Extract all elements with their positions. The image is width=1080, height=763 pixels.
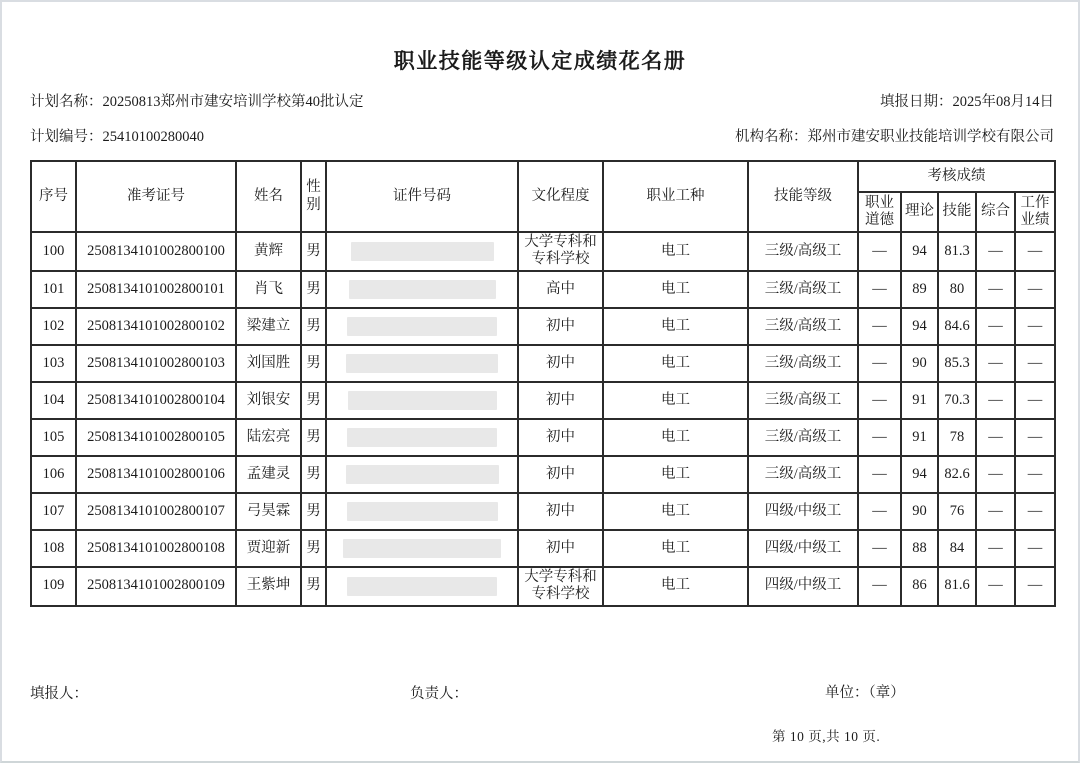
cell-ticket-no: 2508134101002800106 bbox=[76, 456, 236, 493]
table-row bbox=[31, 456, 1055, 493]
cell-name: 孟建灵 bbox=[236, 456, 301, 493]
table-row bbox=[31, 493, 1055, 530]
cell-gender: 男 bbox=[301, 456, 326, 493]
manager-label: 负责人： bbox=[410, 686, 468, 702]
plan-name bbox=[30, 90, 364, 111]
cell-gender: 男 bbox=[301, 419, 326, 456]
redacted-id-number bbox=[347, 502, 498, 521]
cell-comprehensive: — bbox=[976, 456, 1015, 493]
report-date-value: 2025年08月14日 bbox=[952, 94, 1054, 110]
page-number-info: 第 10 页,共 10 页. bbox=[772, 729, 881, 744]
header-id-number: 证件号码 bbox=[326, 161, 518, 232]
cell-skill-level: 三级/高级工 bbox=[748, 345, 858, 382]
org-name-value: 郑州市建安职业技能培训学校有限公司 bbox=[807, 129, 1054, 145]
cell-theory: 91 bbox=[901, 419, 938, 456]
cell-work-performance: — bbox=[1015, 232, 1055, 271]
cell-gender: 男 bbox=[301, 530, 326, 567]
cell-comprehensive: — bbox=[976, 345, 1015, 382]
cell-skill: 70.3 bbox=[938, 382, 976, 419]
cell-comprehensive: — bbox=[976, 232, 1015, 271]
cell-gender: 男 bbox=[301, 382, 326, 419]
cell-ticket-no: 2508134101002800101 bbox=[76, 271, 236, 308]
cell-skill-level: 三级/高级工 bbox=[748, 456, 858, 493]
cell-occupation: 电工 bbox=[603, 567, 748, 606]
cell-theory: 94 bbox=[901, 232, 938, 271]
cell-name: 刘国胜 bbox=[236, 345, 301, 382]
org-name-label: 机构名称： bbox=[735, 129, 808, 145]
header-ticket-no: 准考证号 bbox=[76, 161, 236, 232]
cell-theory: 90 bbox=[901, 345, 938, 382]
cell-ticket-no: 2508134101002800108 bbox=[76, 530, 236, 567]
header-education: 文化程度 bbox=[518, 161, 603, 232]
cell-comprehensive: — bbox=[976, 382, 1015, 419]
cell-occupation: 电工 bbox=[603, 232, 748, 271]
cell-work-performance: — bbox=[1015, 345, 1055, 382]
cell-occupation: 电工 bbox=[603, 271, 748, 308]
table-row bbox=[31, 345, 1055, 382]
cell-skill: 80 bbox=[938, 271, 976, 308]
plan-code-label: 计划编号： bbox=[30, 129, 103, 145]
cell-occupation: 电工 bbox=[603, 493, 748, 530]
cell-id-number bbox=[326, 493, 518, 530]
cell-morality: — bbox=[858, 456, 901, 493]
cell-skill-level: 四级/中级工 bbox=[748, 493, 858, 530]
header-occupation: 职业工种 bbox=[603, 161, 748, 232]
cell-seq: 101 bbox=[31, 271, 76, 308]
cell-skill-level: 三级/高级工 bbox=[748, 271, 858, 308]
cell-skill-level: 三级/高级工 bbox=[748, 308, 858, 345]
meta-row-bottom bbox=[30, 125, 1054, 146]
cell-work-performance: — bbox=[1015, 419, 1055, 456]
cell-work-performance: — bbox=[1015, 382, 1055, 419]
cell-occupation: 电工 bbox=[603, 382, 748, 419]
cell-name: 弓昊霖 bbox=[236, 493, 301, 530]
cell-work-performance: — bbox=[1015, 567, 1055, 606]
cell-gender: 男 bbox=[301, 232, 326, 271]
plan-code bbox=[30, 125, 204, 146]
cell-name: 陆宏亮 bbox=[236, 419, 301, 456]
cell-ticket-no: 2508134101002800104 bbox=[76, 382, 236, 419]
header-score-group: 考核成绩 bbox=[858, 161, 1055, 192]
cell-education: 初中 bbox=[518, 456, 603, 493]
cell-id-number bbox=[326, 308, 518, 345]
cell-theory: 91 bbox=[901, 382, 938, 419]
table-row bbox=[31, 308, 1055, 345]
redacted-id-number bbox=[349, 280, 496, 299]
cell-education: 初中 bbox=[518, 382, 603, 419]
cell-comprehensive: — bbox=[976, 419, 1015, 456]
cell-skill-level: 四级/中级工 bbox=[748, 567, 858, 606]
cell-education: 初中 bbox=[518, 493, 603, 530]
table-row bbox=[31, 232, 1055, 271]
cell-ticket-no: 2508134101002800100 bbox=[76, 232, 236, 271]
cell-comprehensive: — bbox=[976, 567, 1015, 606]
cell-theory: 86 bbox=[901, 567, 938, 606]
cell-id-number bbox=[326, 419, 518, 456]
cell-seq: 105 bbox=[31, 419, 76, 456]
table-row bbox=[31, 271, 1055, 308]
cell-seq: 102 bbox=[31, 308, 76, 345]
cell-gender: 男 bbox=[301, 567, 326, 606]
cell-education: 高中 bbox=[518, 271, 603, 308]
header-comprehensive: 综合 bbox=[976, 192, 1015, 232]
cell-id-number bbox=[326, 271, 518, 308]
header-morality: 职业道德 bbox=[858, 192, 901, 232]
cell-comprehensive: — bbox=[976, 308, 1015, 345]
cell-theory: 89 bbox=[901, 271, 938, 308]
cell-skill: 82.6 bbox=[938, 456, 976, 493]
cell-gender: 男 bbox=[301, 308, 326, 345]
table-row bbox=[31, 382, 1055, 419]
cell-morality: — bbox=[858, 308, 901, 345]
cell-seq: 108 bbox=[31, 530, 76, 567]
plan-name-value: 20250813郑州市建安培训学校第40批认定 bbox=[102, 94, 364, 110]
cell-id-number bbox=[326, 232, 518, 271]
cell-comprehensive: — bbox=[976, 271, 1015, 308]
cell-education: 大学专科和专科学校 bbox=[518, 567, 603, 606]
cell-id-number bbox=[326, 345, 518, 382]
cell-name: 王紫坤 bbox=[236, 567, 301, 606]
cell-occupation: 电工 bbox=[603, 308, 748, 345]
header-work-performance: 工作业绩 bbox=[1015, 192, 1055, 232]
cell-skill-level: 三级/高级工 bbox=[748, 382, 858, 419]
page-title: 职业技能等级认定成绩花名册 bbox=[393, 50, 687, 73]
redacted-id-number bbox=[347, 577, 497, 596]
unit-seal-label: 单位：（章） bbox=[825, 685, 905, 701]
cell-morality: — bbox=[858, 493, 901, 530]
cell-comprehensive: — bbox=[976, 493, 1015, 530]
cell-seq: 104 bbox=[31, 382, 76, 419]
org-name bbox=[735, 125, 1054, 146]
cell-work-performance: — bbox=[1015, 271, 1055, 308]
cell-skill: 81.6 bbox=[938, 567, 976, 606]
cell-seq: 106 bbox=[31, 456, 76, 493]
cell-skill-level: 三级/高级工 bbox=[748, 419, 858, 456]
report-date bbox=[880, 90, 1054, 111]
cell-ticket-no: 2508134101002800103 bbox=[76, 345, 236, 382]
cell-seq: 100 bbox=[31, 232, 76, 271]
cell-name: 梁建立 bbox=[236, 308, 301, 345]
cell-education: 初中 bbox=[518, 345, 603, 382]
redacted-id-number bbox=[347, 428, 497, 447]
cell-seq: 107 bbox=[31, 493, 76, 530]
header-theory: 理论 bbox=[901, 192, 938, 232]
cell-gender: 男 bbox=[301, 345, 326, 382]
cell-morality: — bbox=[858, 382, 901, 419]
cell-skill-level: 四级/中级工 bbox=[748, 530, 858, 567]
cell-occupation: 电工 bbox=[603, 419, 748, 456]
cell-skill: 78 bbox=[938, 419, 976, 456]
cell-id-number bbox=[326, 530, 518, 567]
cell-skill-level: 三级/高级工 bbox=[748, 232, 858, 271]
cell-skill: 76 bbox=[938, 493, 976, 530]
cell-name: 肖飞 bbox=[236, 271, 301, 308]
header-skill: 技能 bbox=[938, 192, 976, 232]
plan-code-value: 25410100280040 bbox=[102, 129, 204, 145]
redacted-id-number bbox=[347, 317, 497, 336]
plan-name-label: 计划名称： bbox=[30, 94, 103, 110]
header-name: 姓名 bbox=[236, 161, 301, 232]
cell-name: 黄辉 bbox=[236, 232, 301, 271]
redacted-id-number bbox=[346, 465, 499, 484]
cell-ticket-no: 2508134101002800109 bbox=[76, 567, 236, 606]
cell-ticket-no: 2508134101002800105 bbox=[76, 419, 236, 456]
cell-gender: 男 bbox=[301, 493, 326, 530]
table-row bbox=[31, 419, 1055, 456]
meta-row-top bbox=[30, 90, 1054, 111]
cell-name: 贾迎新 bbox=[236, 530, 301, 567]
redacted-id-number bbox=[348, 391, 497, 410]
cell-work-performance: — bbox=[1015, 308, 1055, 345]
cell-ticket-no: 2508134101002800107 bbox=[76, 493, 236, 530]
cell-morality: — bbox=[858, 567, 901, 606]
table-row bbox=[31, 567, 1055, 606]
cell-work-performance: — bbox=[1015, 530, 1055, 567]
cell-morality: — bbox=[858, 530, 901, 567]
header-gender: 性别 bbox=[301, 161, 326, 232]
cell-seq: 103 bbox=[31, 345, 76, 382]
cell-theory: 94 bbox=[901, 308, 938, 345]
cell-theory: 88 bbox=[901, 530, 938, 567]
cell-education: 大学专科和专科学校 bbox=[518, 232, 603, 271]
table-row bbox=[31, 530, 1055, 567]
filler-label: 填报人： bbox=[30, 686, 88, 702]
redacted-id-number bbox=[351, 242, 494, 261]
cell-comprehensive: — bbox=[976, 530, 1015, 567]
cell-seq: 109 bbox=[31, 567, 76, 606]
cell-education: 初中 bbox=[518, 530, 603, 567]
cell-morality: — bbox=[858, 345, 901, 382]
cell-id-number bbox=[326, 382, 518, 419]
cell-education: 初中 bbox=[518, 419, 603, 456]
report-date-label: 填报日期： bbox=[880, 94, 953, 110]
cell-id-number bbox=[326, 567, 518, 606]
table-header bbox=[31, 161, 1055, 232]
redacted-id-number bbox=[343, 539, 501, 558]
cell-id-number bbox=[326, 456, 518, 493]
table-body bbox=[31, 232, 1055, 606]
cell-morality: — bbox=[858, 232, 901, 271]
cell-ticket-no: 2508134101002800102 bbox=[76, 308, 236, 345]
cell-work-performance: — bbox=[1015, 456, 1055, 493]
cell-work-performance: — bbox=[1015, 493, 1055, 530]
cell-occupation: 电工 bbox=[603, 345, 748, 382]
cell-occupation: 电工 bbox=[603, 530, 748, 567]
cell-morality: — bbox=[858, 419, 901, 456]
cell-morality: — bbox=[858, 271, 901, 308]
cell-skill: 85.3 bbox=[938, 345, 976, 382]
cell-skill: 84 bbox=[938, 530, 976, 567]
cell-skill: 81.3 bbox=[938, 232, 976, 271]
cell-education: 初中 bbox=[518, 308, 603, 345]
cell-theory: 94 bbox=[901, 456, 938, 493]
cell-name: 刘银安 bbox=[236, 382, 301, 419]
redacted-id-number bbox=[346, 354, 498, 373]
header-seq: 序号 bbox=[31, 161, 76, 232]
header-skill-level: 技能等级 bbox=[748, 161, 858, 232]
score-roster-table bbox=[30, 160, 1056, 607]
cell-occupation: 电工 bbox=[603, 456, 748, 493]
cell-theory: 90 bbox=[901, 493, 938, 530]
cell-skill: 84.6 bbox=[938, 308, 976, 345]
cell-gender: 男 bbox=[301, 271, 326, 308]
